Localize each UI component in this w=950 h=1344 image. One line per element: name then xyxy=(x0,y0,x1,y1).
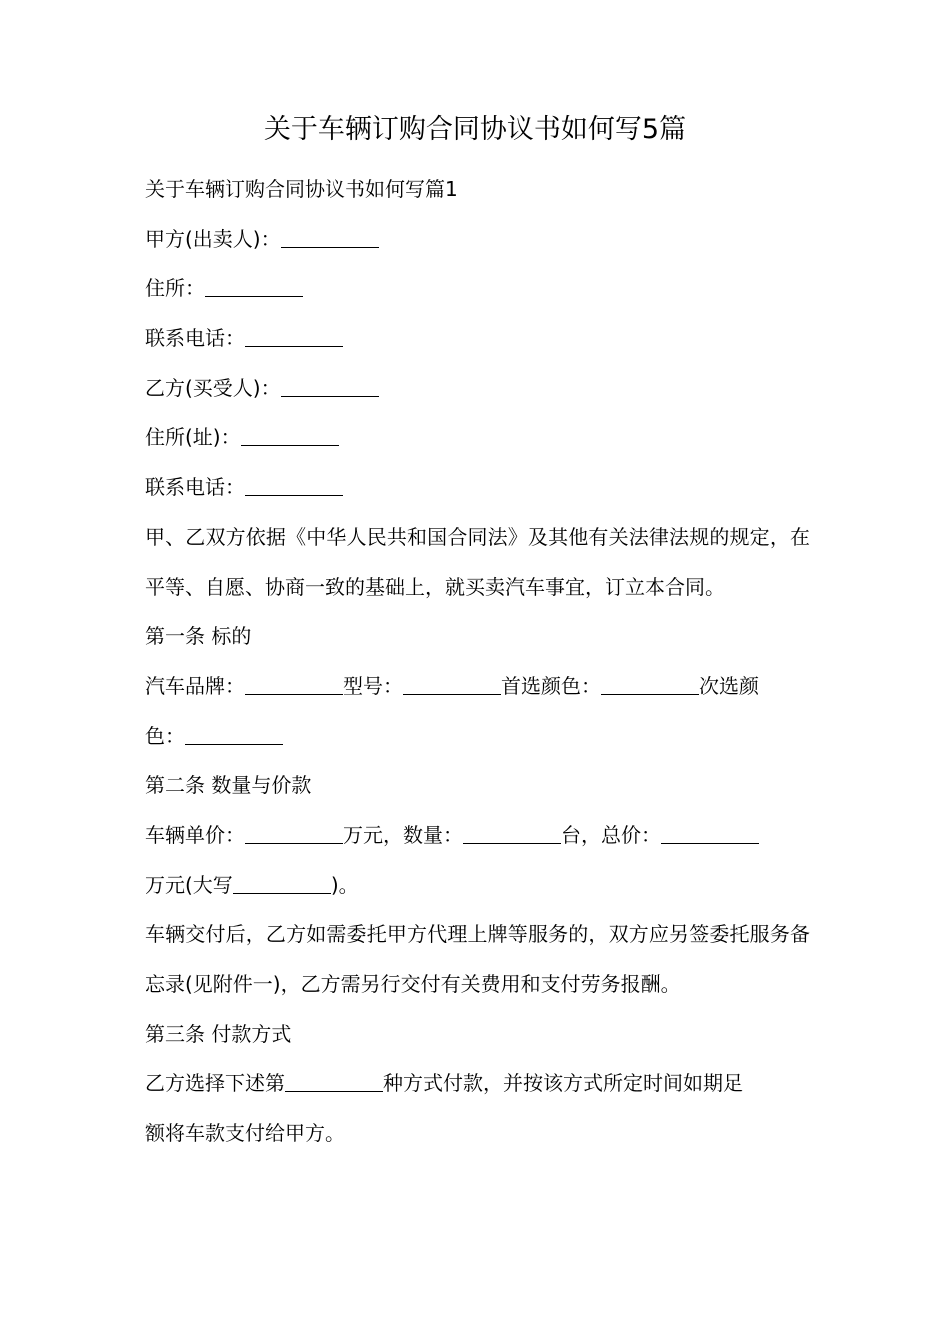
party-a-address-blank xyxy=(205,295,303,297)
article2-heading: 第二条 数量与价款 xyxy=(145,773,312,798)
brand-blank xyxy=(245,693,343,695)
party-a-phone-blank xyxy=(245,345,343,347)
preamble-paragraph: 甲、乙双方依据《中华人民共和国合同法》及其他有关法律法规的规定，在平等、自愿、协商一致的基础上，就买卖汽车事宜，订立本合同。 xyxy=(145,524,810,599)
party-a-phone-line xyxy=(145,314,810,364)
party-b-line xyxy=(145,364,810,414)
party-b-address-label: 住所(址)： xyxy=(145,425,241,450)
payment-choice-prefix: 乙方选择下述第 xyxy=(145,1071,285,1096)
color2-label-b: 色： xyxy=(145,723,185,748)
total-uppercase-blank xyxy=(233,892,331,894)
unit-price-label: 车辆单价： xyxy=(145,822,245,847)
quantity-blank xyxy=(463,842,561,844)
party-a-blank xyxy=(281,246,379,248)
color1-blank xyxy=(601,693,699,695)
article3-line1 xyxy=(145,1059,810,1109)
total-uppercase-suffix: )。 xyxy=(330,872,359,897)
party-a-address-line xyxy=(145,264,810,314)
party-a-label: 甲方(出卖人)： xyxy=(145,226,281,251)
section-title: 关于车辆订购合同协议书如何写篇1 xyxy=(145,177,458,201)
document-title: 关于车辆订购合同协议书如何写5篇 xyxy=(263,114,687,145)
payment-choice-blank xyxy=(285,1090,383,1092)
color1-label: 首选颜色： xyxy=(501,673,601,698)
service-paragraph: 车辆交付后，乙方如需委托甲方代理上牌等服务的，双方应另签委托服务备忘录(见附件一)，乙方需另行交付有关费用和支付劳务报酬。 xyxy=(145,922,810,997)
unit-price-blank xyxy=(245,842,343,844)
model-label: 型号： xyxy=(343,673,403,698)
party-b-address-line xyxy=(145,413,810,463)
party-b-label: 乙方(买受人)： xyxy=(145,375,281,400)
article2-line1 xyxy=(145,811,810,861)
document-body xyxy=(145,165,810,1159)
article3-heading: 第三条 付款方式 xyxy=(145,1021,292,1046)
article3-line2: 额将车款支付给甲方。 xyxy=(145,1121,345,1146)
party-b-blank xyxy=(281,395,379,397)
total-price-blank xyxy=(661,842,759,844)
party-b-phone-label: 联系电话： xyxy=(145,475,245,500)
party-a-line xyxy=(145,215,810,265)
article1-line2 xyxy=(145,712,810,762)
party-b-phone-line xyxy=(145,463,810,513)
party-a-address-label: 住所： xyxy=(145,276,205,301)
party-b-phone-blank xyxy=(245,494,343,496)
color2-label-a: 次选颜 xyxy=(699,673,759,698)
party-a-phone-label: 联系电话： xyxy=(145,326,245,351)
total-uppercase-prefix: 万元(大写 xyxy=(145,872,233,897)
quantity-unit: 台，总价： xyxy=(561,822,661,847)
article2-line2 xyxy=(145,861,810,911)
unit-price-unit: 万元，数量： xyxy=(343,822,463,847)
model-blank xyxy=(403,693,501,695)
party-b-address-blank xyxy=(241,444,339,446)
brand-label: 汽车品牌： xyxy=(145,673,245,698)
article1-line1 xyxy=(145,662,810,712)
color2-blank xyxy=(185,743,283,745)
article1-heading: 第一条 标的 xyxy=(145,624,252,649)
payment-choice-suffix: 种方式付款，并按该方式所定时间如期足 xyxy=(383,1071,743,1096)
